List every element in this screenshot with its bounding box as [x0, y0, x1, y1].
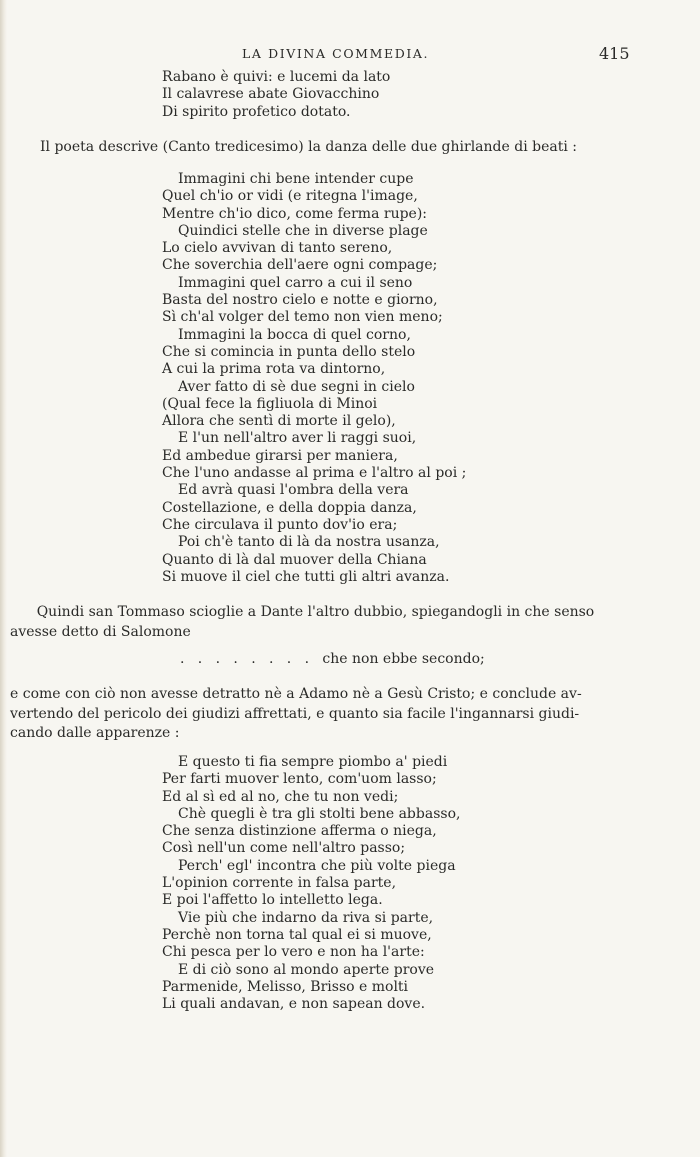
verse-intro: [162, 69, 390, 121]
text-line: Parmenide, Melisso, Brisso e molti: [162, 978, 409, 995]
text-line: Quindi san Tommaso scioglie a Dante l'altro dubbio, spiegandogli in che senso: [10, 604, 595, 620]
text-line: (Qual fece la figliuola di Minoi: [162, 395, 378, 412]
text-line: cando dalle apparenze :: [10, 725, 180, 741]
text-line: Chè quegli è tra gli stolti bene abbasso,: [178, 805, 461, 822]
text-line: Ed ambedue girarsi per maniera,: [162, 447, 398, 464]
text-line: Che senza distinzione afferma o niega,: [162, 823, 437, 840]
text-line: Chi pesca per lo vero e non ha l'arte:: [162, 944, 425, 961]
text-line: Immagini la bocca di quel corno,: [178, 326, 411, 343]
text-line: Quel ch'io or vidi (e ritegna l'image,: [162, 188, 418, 205]
text-line: Che si comincia in punta dello stelo: [162, 343, 416, 360]
paragraph-tommaso: [10, 603, 594, 642]
running-head: [0, 46, 700, 66]
text-line: A cui la prima rota va dintorno,: [162, 361, 386, 378]
text-line: Che circulava il punto dov'io era;: [162, 516, 398, 533]
text-line: Il poeta descrive (Canto tredicesimo) la danza delle due ghirlande di beati :: [40, 139, 577, 155]
text-line: Ed al sì ed al no, che tu non vedi;: [162, 788, 399, 805]
text-line: vertendo del pericolo dei giudizi affrettati, e quanto sia facile l'ingannarsi giudi-: [10, 705, 580, 722]
text-line: Allora che sentì di morte il gelo),: [162, 413, 396, 430]
text-line: E questo ti fia sempre piombo a' piedi: [178, 754, 448, 770]
text-line: Immagini quel carro a cui il seno: [178, 274, 413, 291]
text-line: L'opinion corrente in falsa parte,: [162, 875, 397, 892]
text-line: Mentre ch'io dico, come ferma rupe):: [162, 205, 428, 222]
text-line: Poi ch'è tanto di là da nostra usanza,: [178, 534, 440, 551]
text-line: Rabano è quivi: e lucemi da lato: [162, 69, 391, 85]
text-line: Quanto di là dal muover della Chiana: [162, 551, 427, 568]
text-line: E di ciò sono al mondo aperte prove: [178, 961, 435, 978]
text-line: Perchè non torna tal qual ei si muove,: [162, 926, 432, 943]
text-line: Basta del nostro cielo e notte e giorno,: [162, 292, 438, 309]
verse-final: [162, 754, 460, 1013]
text-line: Costellazione, e della doppia danza,: [162, 499, 417, 516]
text-line: Per farti muover lento, com'uom lasso;: [162, 771, 437, 788]
text-line: Perch' egl' incontra che più volte piega: [178, 857, 456, 874]
page-number: 415: [599, 44, 630, 63]
ellipsis-quote: . . . . . . . . che non ebbe secondo;: [180, 651, 485, 667]
text-line: Li quali andavan, e non sapean dove.: [162, 996, 426, 1013]
paragraph-conclusion: [10, 685, 582, 744]
page-edge-shadow: [0, 0, 7, 1157]
text-line: Vie più che indarno da riva si parte,: [178, 909, 434, 926]
text-line: Che soverchia dell'aere ogni compage;: [162, 257, 438, 274]
text-line: Lo cielo avvivan di tanto sereno,: [162, 240, 393, 257]
text-line: Così nell'un come nell'altro passo;: [162, 840, 406, 857]
text-line: Immagini chi bene intender cupe: [178, 171, 414, 187]
text-line: Quindici stelle che in diverse plage: [178, 222, 428, 239]
verse-canto-13: [162, 171, 466, 586]
text-line: e come con ciò non avesse detratto nè a Adamo nè a Gesù Cristo; e conclude av-: [10, 686, 582, 702]
text-line: Ed avrà quasi l'ombra della vera: [178, 482, 409, 499]
text-line: Sì ch'al volger del temo non vien meno;: [162, 309, 443, 326]
text-line: E poi l'affetto lo intelletto lega.: [162, 892, 383, 909]
text-line: Di spirito profetico dotato.: [162, 103, 351, 120]
text-line: Il calavrese abate Giovacchino: [162, 86, 380, 103]
text-line: Si muove il ciel che tutti gli altri avanza.: [162, 568, 450, 585]
text-line: Aver fatto di sè due segni in cielo: [178, 378, 415, 395]
running-title: LA DIVINA COMMEDIA.: [242, 46, 430, 61]
text-line: E l'un nell'altro aver li raggi suoi,: [178, 430, 417, 447]
paragraph-dance-intro: [40, 138, 577, 158]
text-line: Che l'uno andasse al prima e l'altro al poi ;: [162, 465, 467, 482]
text-line: avesse detto di Salomone: [10, 623, 191, 640]
